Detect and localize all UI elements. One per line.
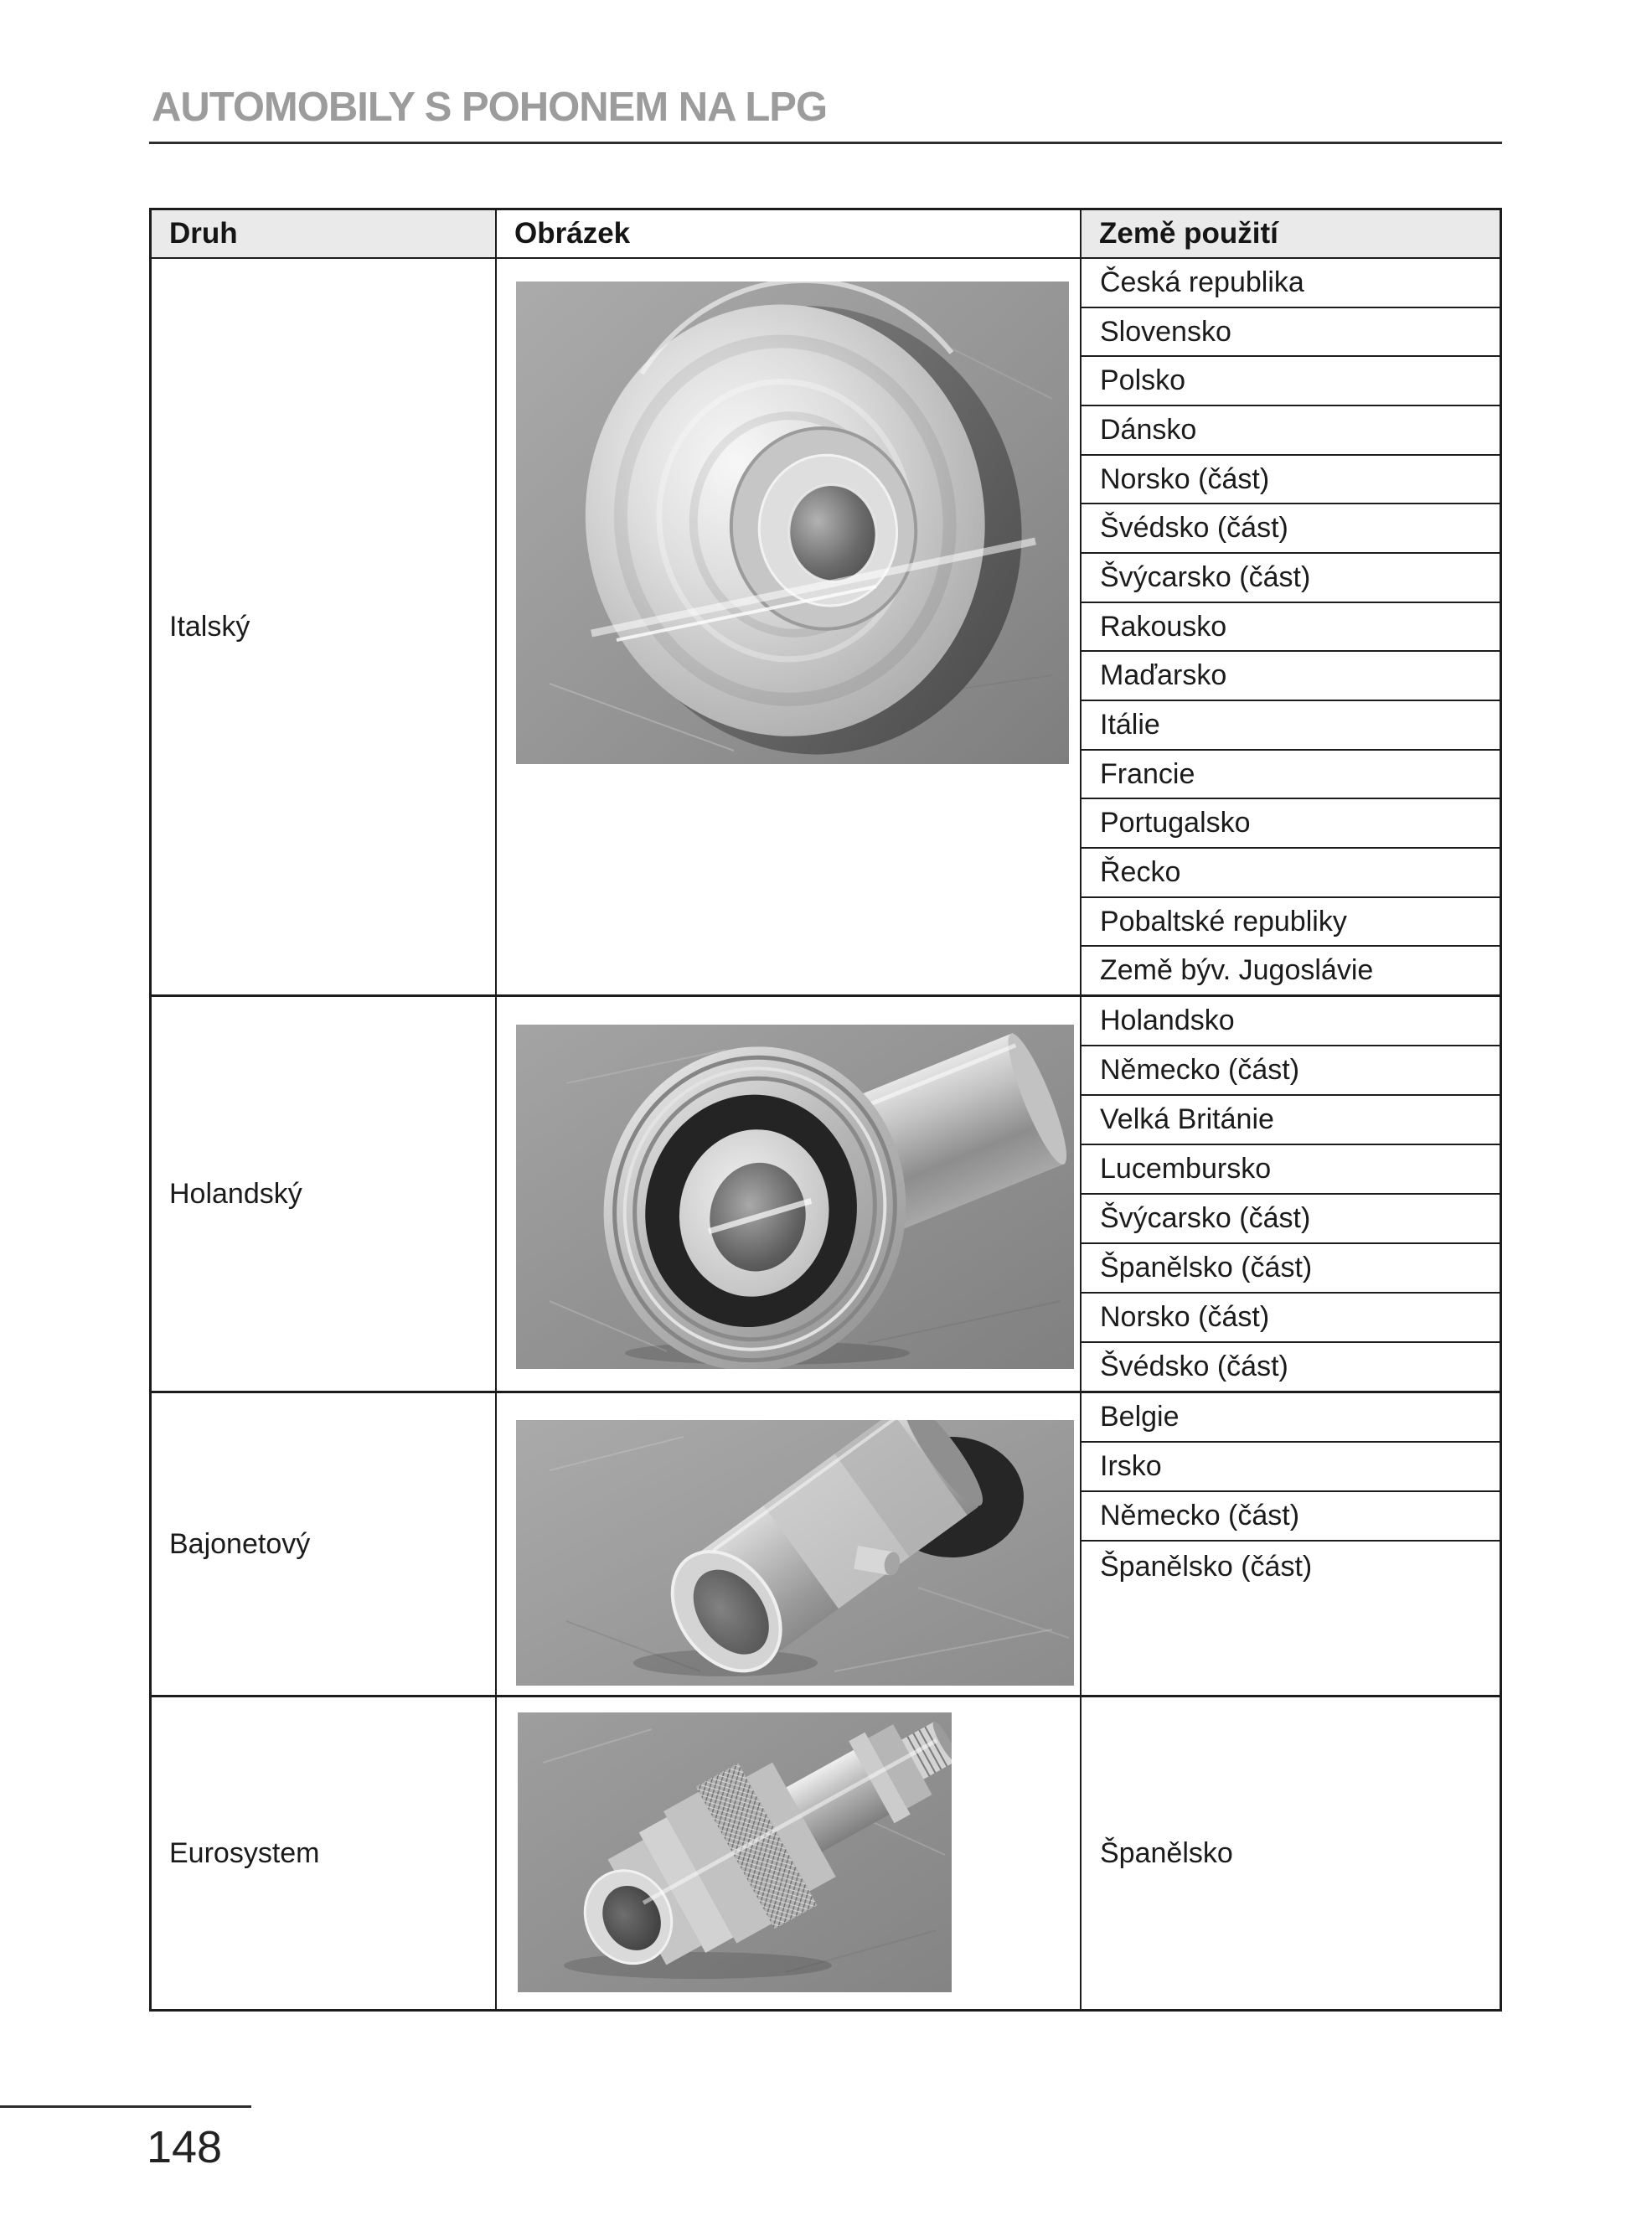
dutch-adapter-photo <box>516 1025 1074 1369</box>
country-row: Maďarsko <box>1082 652 1500 701</box>
country-row: Francie <box>1082 751 1500 800</box>
title-rule <box>149 142 1502 144</box>
countries-cell <box>1082 259 1500 994</box>
footer-rule <box>0 2105 251 2108</box>
lpg-adapter-table <box>149 208 1502 2012</box>
country-row: Švýcarsko (část) <box>1082 1195 1500 1244</box>
photo-cell <box>497 1697 1082 2009</box>
country-row: Německo (část) <box>1082 1492 1500 1542</box>
country-row: Česká republika <box>1082 259 1500 308</box>
country-row: Země býv. Jugoslávie <box>1100 954 1374 987</box>
countries-cell <box>1082 1697 1500 2009</box>
country-row: Dánsko <box>1082 406 1500 456</box>
bayonet-adapter-photo <box>516 1420 1074 1686</box>
country-row: Polsko <box>1082 357 1500 406</box>
country-row: Lucembursko <box>1082 1145 1500 1195</box>
country-row: Irsko <box>1082 1443 1500 1492</box>
page-number: 148 <box>146 2122 223 2172</box>
country-row: Pobaltské republiky <box>1082 898 1500 948</box>
table-row-bajonetovy <box>152 1393 1500 1697</box>
country-row: Řecko <box>1082 849 1500 898</box>
country-row: Rakousko <box>1082 603 1500 653</box>
table-header-row <box>152 210 1500 259</box>
countries-cell <box>1082 997 1500 1391</box>
country-row: Španělsko (část) <box>1082 1244 1500 1294</box>
country-row: Německo (část) <box>1082 1046 1500 1096</box>
photo-cell <box>497 997 1082 1391</box>
type-cell: Bajonetový <box>152 1393 497 1695</box>
country-row: Španělsko (část) <box>1100 1551 1313 1583</box>
country-row: Belgie <box>1082 1393 1500 1443</box>
country-row: Velká Británie <box>1082 1096 1500 1145</box>
country-row: Švédsko (část) <box>1100 1351 1288 1382</box>
photo-cell <box>497 259 1082 994</box>
type-cell: Holandský <box>152 997 497 1391</box>
countries-cell <box>1082 1393 1500 1695</box>
eurosystem-adapter-photo <box>518 1712 952 1992</box>
country-row: Španělsko <box>1100 1836 1233 1869</box>
country-row: Švýcarsko (část) <box>1082 554 1500 603</box>
table-row-eurosystem <box>152 1697 1500 2009</box>
header-obrazek: Obrázek <box>497 210 1082 257</box>
country-row: Holandsko <box>1082 997 1500 1046</box>
country-row: Norsko (část) <box>1082 456 1500 505</box>
country-row: Slovensko <box>1082 308 1500 358</box>
country-row: Norsko (část) <box>1082 1294 1500 1343</box>
table-row-italsky <box>152 259 1500 997</box>
header-druh: Druh <box>152 210 497 257</box>
page-title: AUTOMOBILY S POHONEM NA LPG <box>152 85 828 130</box>
photo-cell <box>497 1393 1082 1695</box>
italian-dish-adapter-photo <box>516 281 1069 764</box>
country-row: Švédsko (část) <box>1082 504 1500 554</box>
country-row: Portugalsko <box>1082 799 1500 849</box>
type-cell: Italský <box>152 259 497 994</box>
table-row-holandsky <box>152 997 1500 1393</box>
type-cell: Eurosystem <box>152 1697 497 2009</box>
header-zeme-pouziti: Země použití <box>1099 217 1278 250</box>
country-row: Itálie <box>1082 701 1500 751</box>
